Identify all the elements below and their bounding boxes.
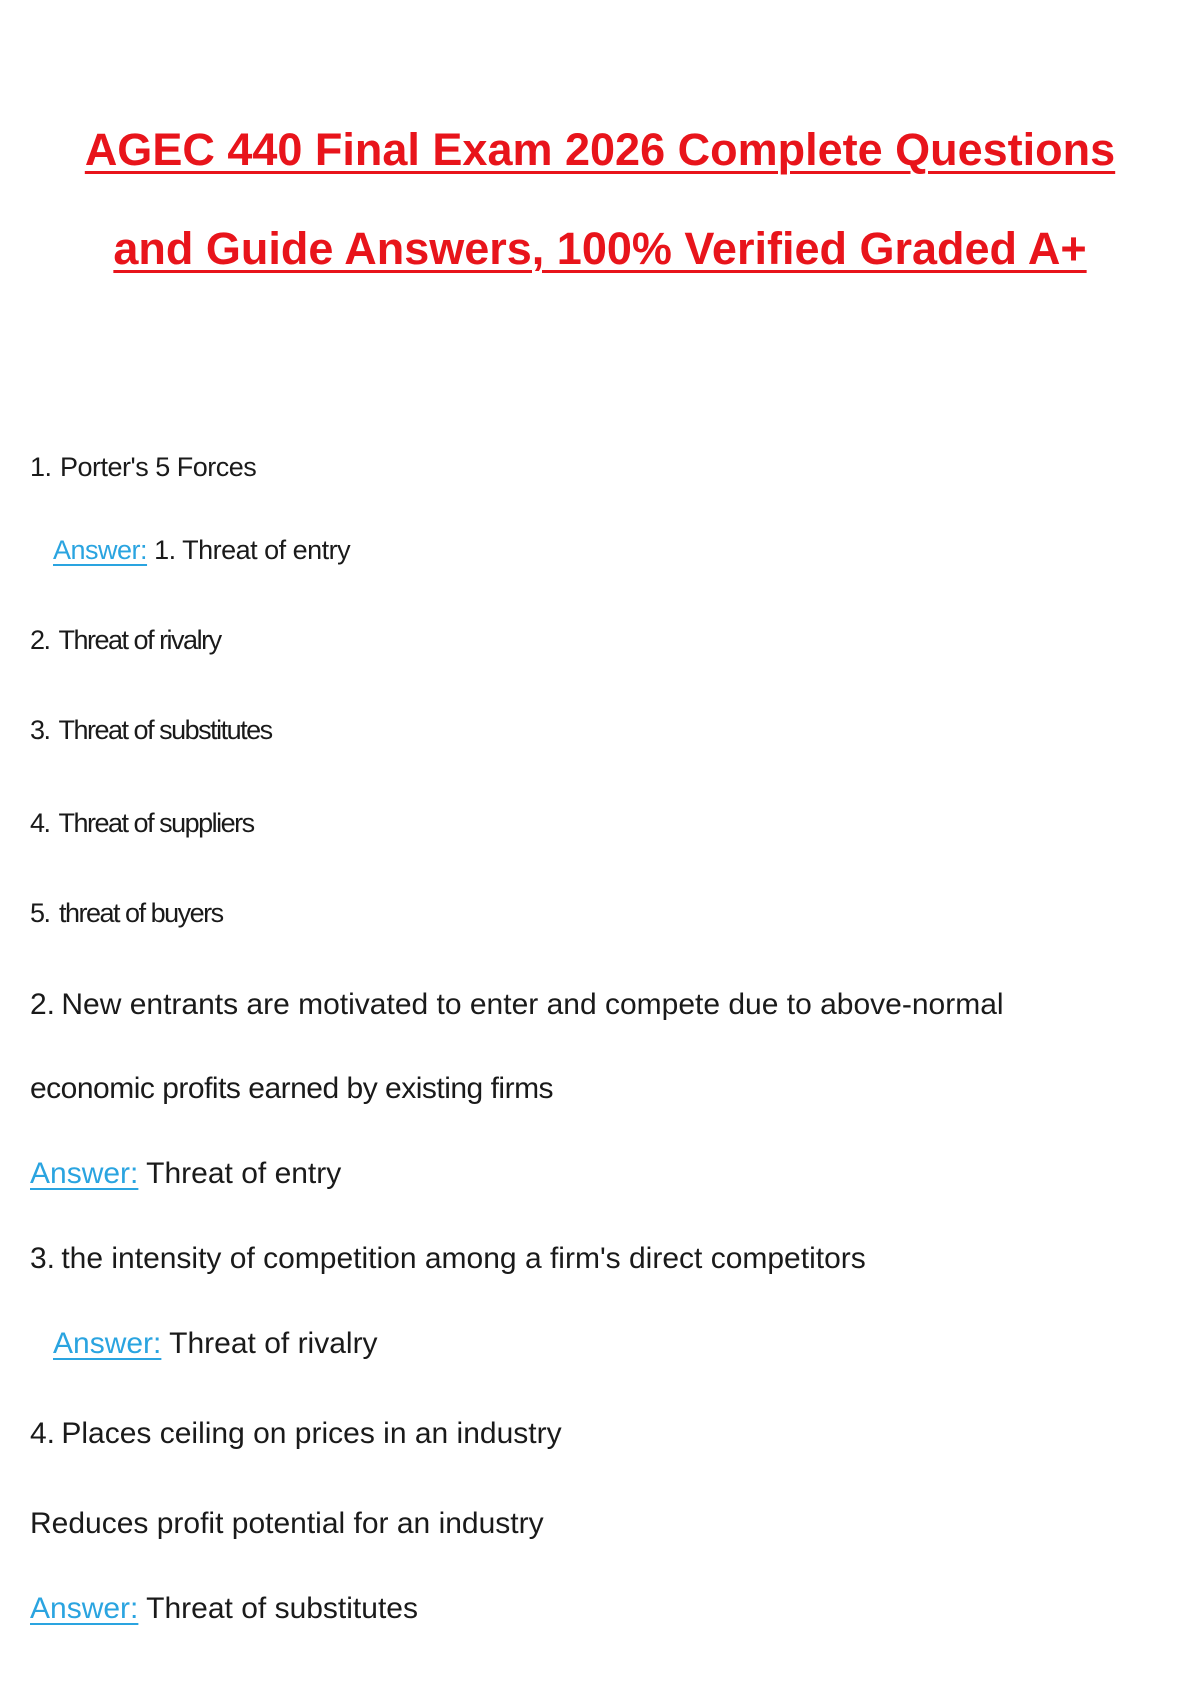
answer-3 — [53, 1327, 378, 1361]
list-text: Threat of rivalry — [58, 625, 221, 655]
answer-text: Threat of rivalry — [169, 1327, 378, 1360]
question-number: 1. — [30, 452, 52, 482]
answer-4 — [30, 1592, 418, 1626]
document-title-line-1: AGEC 440 Final Exam 2026 Complete Questions — [84, 124, 1116, 175]
answer-text: Threat of substitutes — [146, 1592, 418, 1625]
question-3 — [30, 1242, 866, 1276]
document-title-line-2: and Guide Answers, 100% Verified Graded A+ — [113, 223, 1087, 274]
list-item — [30, 625, 221, 656]
list-number: 2. — [30, 625, 50, 655]
list-number: 5. — [30, 898, 50, 928]
answer-1 — [53, 535, 350, 566]
question-number: 2. — [30, 988, 56, 1021]
question-text: Places ceiling on prices in an industry — [61, 1417, 562, 1450]
question-4 — [30, 1417, 562, 1451]
answer-label: Answer: — [30, 1592, 139, 1625]
list-text: threat of buyers — [59, 898, 223, 928]
list-item — [30, 808, 254, 839]
answer-label: Answer: — [30, 1157, 139, 1190]
list-text: Threat of substitutes — [58, 715, 272, 745]
answer-label: Answer: — [53, 1327, 162, 1360]
question-2 — [30, 988, 1004, 1022]
list-number: 4. — [30, 808, 50, 838]
question-text: the intensity of competition among a firm's direct competitors — [61, 1242, 866, 1275]
question-2-continued: economic profits earned by existing firms — [30, 1072, 554, 1105]
answer-label: Answer: — [53, 535, 148, 565]
answer-text: Threat of entry — [146, 1157, 342, 1190]
question-1 — [30, 452, 256, 483]
question-text: Porter's 5 Forces — [60, 452, 257, 482]
list-item — [30, 898, 223, 929]
question-4-continued: Reduces profit potential for an industry — [30, 1507, 544, 1540]
question-text: New entrants are motivated to enter and compete due to above-normal — [61, 988, 1004, 1021]
answer-2 — [30, 1157, 341, 1191]
answer-text: 1. Threat of entry — [154, 535, 351, 565]
list-number: 3. — [30, 715, 50, 745]
question-number: 4. — [30, 1417, 56, 1450]
question-number: 3. — [30, 1242, 56, 1275]
list-item — [30, 715, 272, 746]
list-text: Threat of suppliers — [58, 808, 254, 838]
